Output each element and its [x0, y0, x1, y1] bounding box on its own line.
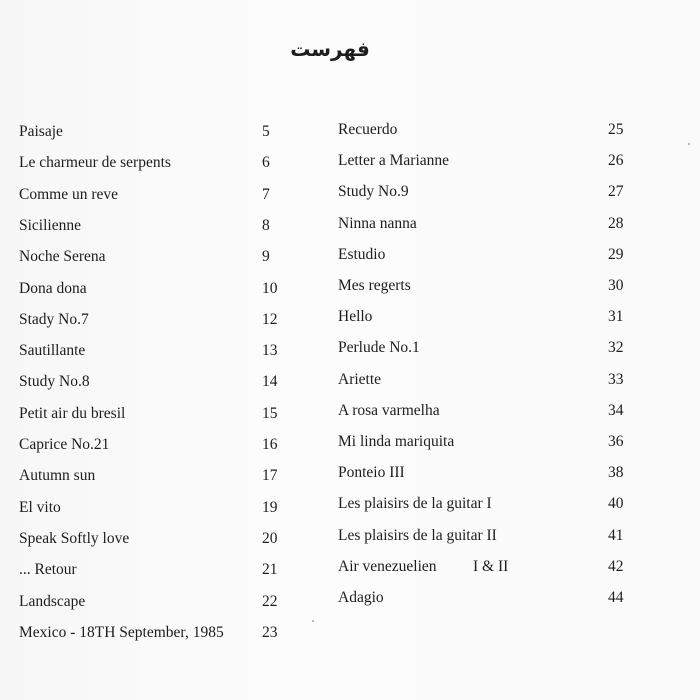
toc-entry — [19, 370, 290, 394]
toc-entry — [19, 464, 290, 488]
toc-entry-title: Paisaje — [19, 123, 63, 140]
toc-entry-page-number: 44 — [608, 589, 624, 606]
toc-entry-page-number: 9 — [262, 248, 270, 266]
toc-entry-title: Les plaisirs de la guitar I — [338, 495, 492, 513]
toc-entry-page-number: 14 — [262, 373, 278, 391]
toc-entry — [338, 555, 640, 579]
toc-entry — [19, 308, 290, 332]
scan-speck — [688, 143, 690, 145]
toc-entry-title: Speak Softly love — [19, 529, 130, 547]
toc-entry-title: A rosa varmelha — [338, 401, 440, 419]
toc-entry-title: Ninna nanna — [338, 214, 417, 232]
toc-entry — [19, 214, 290, 238]
toc-entry — [19, 183, 290, 207]
toc-entry — [338, 492, 640, 516]
toc-entry — [19, 558, 290, 582]
scan-speck — [312, 620, 314, 622]
toc-entry-title: Autumn sun — [19, 467, 96, 485]
toc-entry-page-number: 38 — [608, 464, 624, 482]
toc-entry-page-number: 40 — [608, 495, 624, 513]
toc-entry — [338, 212, 640, 236]
toc-entry-title: Recuerdo — [338, 121, 398, 138]
toc-entry-page-number: 12 — [262, 310, 278, 328]
toc-entry-page-number: 22 — [262, 592, 278, 610]
toc-entry-page-number: 8 — [262, 216, 270, 234]
toc-entry — [19, 433, 290, 457]
toc-entry-title: Dona dona — [19, 279, 87, 297]
toc-entry-page-number: 30 — [608, 277, 624, 294]
toc-entry-title: Ponteio III — [338, 464, 405, 482]
toc-entry-title: Sautillante — [19, 342, 86, 360]
toc-entry-title: Perlude No.1 — [338, 339, 420, 357]
toc-entry — [19, 277, 290, 301]
toc-entry-page-number: 25 — [608, 121, 624, 138]
toc-entry-title: Study No.8 — [19, 373, 90, 391]
toc-entry-title: Air venezuelien — [338, 557, 437, 575]
toc-entry — [19, 621, 290, 645]
toc-entry-page-number: 36 — [608, 433, 624, 450]
toc-entry-title: Letter a Marianne — [338, 152, 450, 170]
toc-entry-page-number: 27 — [608, 183, 624, 201]
toc-entry — [19, 496, 290, 520]
toc-entry — [19, 120, 290, 144]
toc-entry-page-number: 26 — [608, 152, 624, 170]
toc-entry-title: Ariette — [338, 370, 382, 388]
toc-entry-page-number: 20 — [262, 529, 278, 547]
toc-entry-title: Le charmeur de serpents — [19, 154, 171, 172]
toc-entry-page-number: 15 — [262, 404, 278, 422]
toc-entry-page-number: 21 — [262, 561, 278, 579]
toc-entry-title: Hello — [338, 308, 373, 326]
toc-entry — [19, 339, 290, 363]
toc-entry-page-number: 5 — [262, 123, 270, 140]
toc-entry-page-number: 34 — [608, 401, 624, 419]
toc-entry — [338, 336, 640, 360]
toc-entry-page-number: 42 — [608, 557, 624, 575]
toc-entry-title: Noche Serena — [19, 248, 106, 266]
toc-entry-page-number: 33 — [608, 370, 624, 388]
toc-entry-page-number: 32 — [608, 339, 624, 357]
toc-entry — [338, 149, 640, 173]
toc-entry-page-number: 13 — [262, 342, 278, 360]
toc-entry-page-number: 17 — [262, 467, 278, 485]
toc-entry — [338, 368, 640, 392]
toc-entry-title: Sicilienne — [19, 216, 81, 234]
toc-entry — [338, 524, 640, 548]
toc-entry-title: Mi linda mariquita — [338, 433, 455, 450]
toc-entry-page-number: 6 — [262, 154, 270, 172]
toc-entry — [19, 590, 290, 614]
toc-entry — [338, 243, 640, 267]
toc-entry — [338, 118, 640, 142]
toc-entry-page-number: 23 — [262, 623, 278, 641]
toc-entry-title: Mexico - 18TH September, 1985 — [19, 623, 224, 641]
toc-entry-page-number: 10 — [262, 279, 278, 297]
toc-entry-page-number: 28 — [608, 214, 624, 232]
toc-entry-page-number: 7 — [262, 185, 270, 203]
toc-entry-page-number: 31 — [608, 308, 624, 326]
toc-entry-title: Caprice No.21 — [19, 436, 110, 453]
page-title: فهرست — [290, 37, 370, 61]
toc-entry — [338, 180, 640, 204]
toc-entry-page-number: 41 — [608, 526, 624, 544]
toc-entry-page-number: 16 — [262, 436, 278, 453]
toc-entry-title: Landscape — [19, 592, 86, 610]
toc-entry — [338, 274, 640, 298]
toc-entry-title: El vito — [19, 498, 61, 516]
toc-entry-title: ... Retour — [19, 561, 77, 579]
toc-entry-title: Adagio — [338, 589, 384, 606]
toc-entry — [338, 461, 640, 485]
toc-entry — [338, 586, 640, 610]
toc-entry-title: Comme un reve — [19, 185, 119, 203]
toc-entry-page-number: 19 — [262, 498, 278, 516]
toc-entry-title: Les plaisirs de la guitar II — [338, 526, 497, 544]
toc-entry — [19, 402, 290, 426]
toc-entry — [19, 527, 290, 551]
toc-entry — [338, 399, 640, 423]
toc-entry-title: Stady No.7 — [19, 310, 89, 328]
toc-entry — [19, 151, 290, 175]
toc-entry-title: Study No.9 — [338, 183, 409, 201]
toc-entry — [338, 305, 640, 329]
toc-entry — [338, 430, 640, 454]
toc-entry-title: Petit air du bresil — [19, 404, 126, 422]
toc-entry-title: Estudio — [338, 245, 386, 263]
toc-entry-title: Mes regerts — [338, 277, 411, 294]
toc-entry — [19, 245, 290, 269]
toc-entry-extra: I & II — [473, 557, 509, 575]
toc-entry-page-number: 29 — [608, 245, 624, 263]
